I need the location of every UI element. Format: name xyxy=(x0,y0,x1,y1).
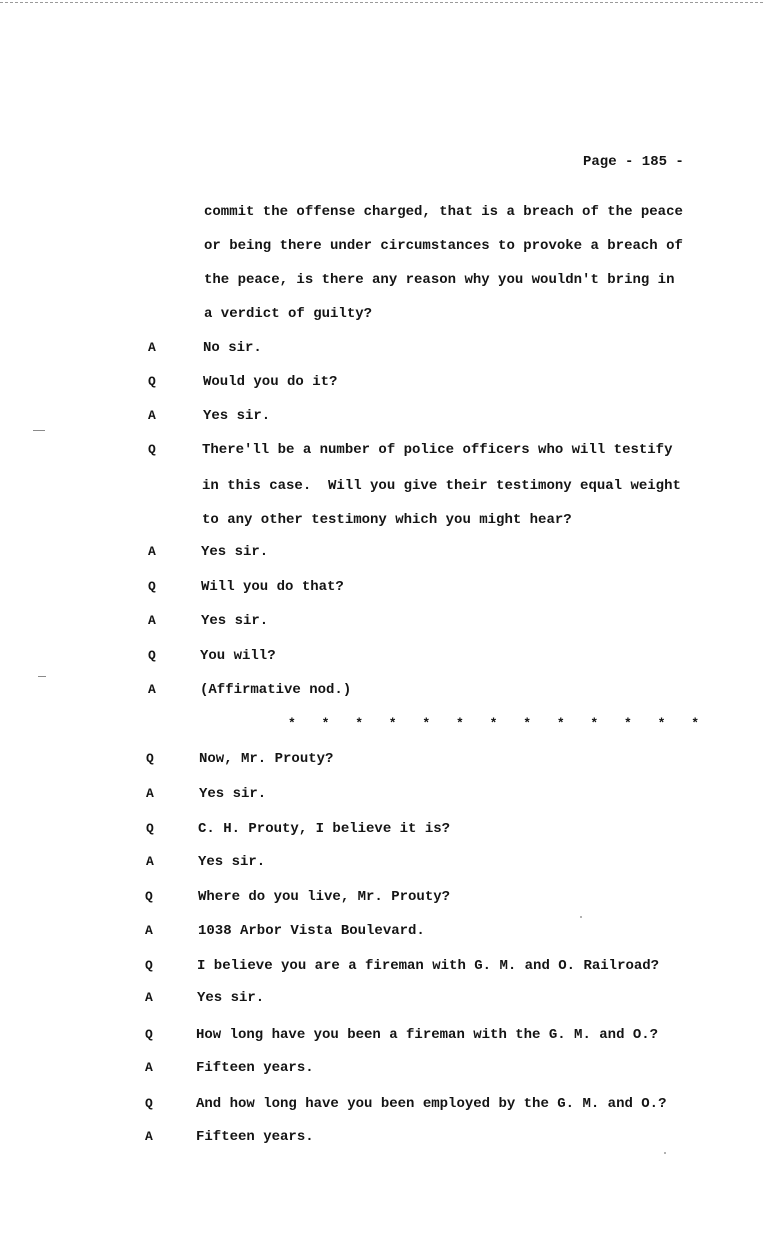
speaker-label-question: Q xyxy=(148,648,156,663)
question-text: Now, Mr. Prouty? xyxy=(199,751,334,767)
section-separator-asterisks: * * * * * * * * * * * * * xyxy=(288,716,709,731)
speaker-label-answer: A xyxy=(148,682,156,697)
speaker-label-answer: A xyxy=(148,613,156,628)
margin-scan-mark xyxy=(38,676,46,677)
speaker-label-answer: A xyxy=(148,544,156,559)
speaker-label-question: Q xyxy=(145,889,153,904)
question-text: to any other testimony which you might hear? xyxy=(202,512,572,528)
question-text: Would you do it? xyxy=(203,374,338,390)
speaker-label-answer: A xyxy=(146,854,154,869)
answer-text: Fifteen years. xyxy=(196,1060,314,1076)
answer-text: Yes sir. xyxy=(201,613,269,629)
speaker-label-answer: A xyxy=(145,1129,153,1144)
margin-scan-mark xyxy=(33,430,45,431)
answer-text: No sir. xyxy=(203,340,262,356)
question-text: C. H. Prouty, I believe it is? xyxy=(198,821,451,837)
speaker-label-answer: A xyxy=(145,990,153,1005)
answer-text: Yes sir. xyxy=(198,854,266,870)
page-number: Page - 185 - xyxy=(583,154,684,170)
question-text: There'll be a number of police officers who will testify xyxy=(202,442,673,458)
answer-text: Yes sir. xyxy=(201,544,269,560)
page-top-edge-rule xyxy=(0,2,763,5)
question-text: I believe you are a fireman with G. M. and O. Railroad? xyxy=(197,958,660,974)
transcript-line: commit the offense charged, that is a breach of the peace xyxy=(204,204,683,220)
speaker-label-question: Q xyxy=(148,442,156,457)
question-text: Will you do that? xyxy=(201,579,344,595)
transcript-line: a verdict of guilty? xyxy=(204,306,373,322)
speaker-label-answer: A xyxy=(148,340,156,355)
speaker-label-answer: A xyxy=(145,1060,153,1075)
speaker-label-question: Q xyxy=(145,958,153,973)
answer-text: (Affirmative nod.) xyxy=(200,682,352,698)
speaker-label-question: Q xyxy=(146,821,154,836)
speaker-label-answer: A xyxy=(148,408,156,423)
question-text: How long have you been a fireman with the G. M. and O.? xyxy=(196,1027,659,1043)
speaker-label-question: Q xyxy=(146,751,154,766)
transcript-line: the peace, is there any reason why you wouldn't bring in xyxy=(204,272,675,288)
answer-text: 1038 Arbor Vista Boulevard. xyxy=(198,923,425,939)
question-text: Where do you live, Mr. Prouty? xyxy=(198,889,451,905)
speaker-label-question: Q xyxy=(145,1096,153,1111)
question-text: You will? xyxy=(200,648,276,664)
speaker-label-question: Q xyxy=(145,1027,153,1042)
transcript-line: or being there under circumstances to provoke a breach of xyxy=(204,238,683,254)
question-text: in this case. Will you give their testimony equal weight xyxy=(202,478,681,494)
answer-text: Yes sir. xyxy=(199,786,267,802)
answer-text: Yes sir. xyxy=(203,408,271,424)
scan-speck xyxy=(664,1152,666,1154)
speaker-label-question: Q xyxy=(148,579,156,594)
speaker-label-answer: A xyxy=(146,786,154,801)
speaker-label-answer: A xyxy=(145,923,153,938)
speaker-label-question: Q xyxy=(148,374,156,389)
question-text: And how long have you been employed by the G. M. and O.? xyxy=(196,1096,667,1112)
scan-speck xyxy=(580,916,582,918)
answer-text: Yes sir. xyxy=(197,990,265,1006)
answer-text: Fifteen years. xyxy=(196,1129,314,1145)
